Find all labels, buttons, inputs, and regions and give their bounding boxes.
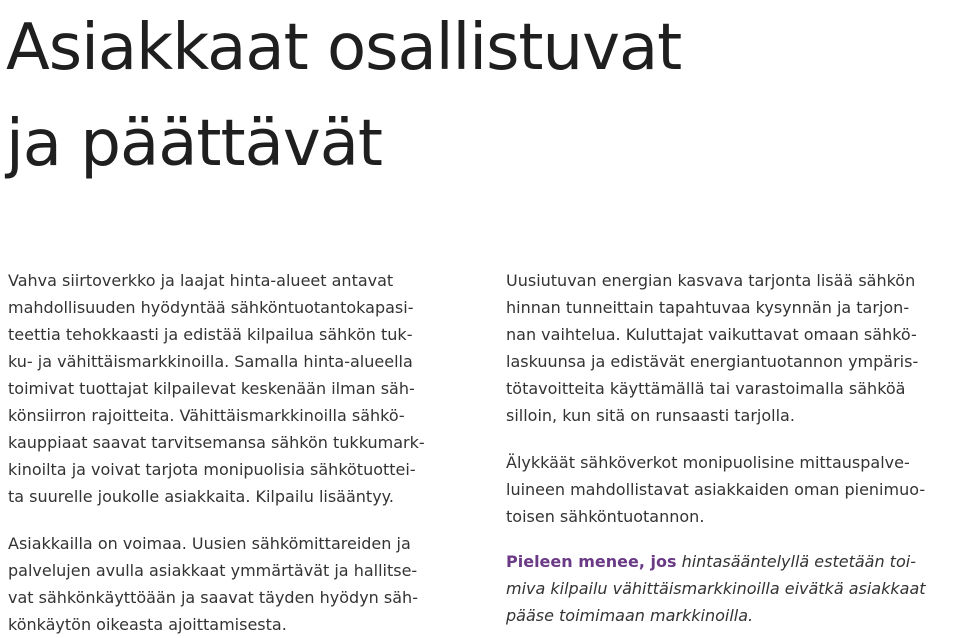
- callout-paragraph: [506, 548, 951, 629]
- text-line: Uusiutuvan energian kasvava tarjonta lisää sähkön: [506, 271, 916, 290]
- text-line: ku- ja vähittäismarkkinoilla. Samalla hinta-alueella: [8, 352, 413, 371]
- text-line: mahdollisuuden hyödyntää sähköntuotantokapasi-: [8, 298, 414, 317]
- left-column: [8, 267, 453, 638]
- right-column: [506, 267, 951, 629]
- text-line: vat sähkönkäyttöään ja saavat täyden hyödyn säh-: [8, 588, 418, 607]
- text-line: Vahva siirtoverkko ja laajat hinta-alueet antavat: [8, 271, 394, 290]
- text-line: könkäytön oikeasta ajoittamisesta.: [8, 615, 287, 634]
- text-line: ta suurelle joukolle asiakkaita. Kilpailu lisääntyy.: [8, 487, 394, 506]
- text-line: kinoilta ja voivat tarjota monipuolisia sähkötuottei-: [8, 460, 416, 479]
- callout-line: miva kilpailu vähittäismarkkinoilla eivätkä asiakkaat: [506, 579, 926, 598]
- right-paragraph-1: [506, 267, 951, 429]
- text-line: toisen sähköntuotannon.: [506, 507, 705, 526]
- callout-lead: Pieleen menee, jos: [506, 552, 677, 571]
- text-line: Asiakkailla on voimaa. Uusien sähkömittareiden ja: [8, 534, 411, 553]
- callout-line: pääse toimimaan markkinoilla.: [506, 606, 754, 625]
- page-title-line-1: Asiakkaat osallistuvat: [6, 11, 682, 85]
- callout-text: hintasääntelyllä estetään toi-: [676, 552, 916, 571]
- text-line: könsiirron rajoitteita. Vähittäismarkkinoilla sähkö-: [8, 406, 405, 425]
- left-paragraph-1: [8, 267, 453, 510]
- text-line: tötavoitteita käyttämällä tai varastoimalla sähköä: [506, 379, 906, 398]
- text-line: silloin, kun sitä on runsaasti tarjolla.: [506, 406, 795, 425]
- page-title-line-2: ja päättävät: [6, 107, 382, 181]
- text-line: kauppiaat saavat tarvitsemansa sähkön tukkumark-: [8, 433, 425, 452]
- text-line: toimivat tuottajat kilpailevat keskenään ilman säh-: [8, 379, 415, 398]
- text-line: palvelujen avulla asiakkaat ymmärtävät ja hallitse-: [8, 561, 418, 580]
- text-line: laskuunsa ja edistävät energiantuotannon ympäris-: [506, 352, 919, 371]
- text-line: hinnan tunneittain tapahtuvaa kysynnän ja tarjon-: [506, 298, 910, 317]
- text-line: luineen mahdollistavat asiakkaiden oman pienimuo-: [506, 480, 926, 499]
- text-line: teettia tehokkaasti ja edistää kilpailua sähkön tuk-: [8, 325, 413, 344]
- left-paragraph-2: [8, 530, 453, 638]
- right-paragraph-2: [506, 449, 951, 530]
- callout-line: [506, 548, 951, 575]
- page-title: [6, 0, 681, 192]
- text-line: nan vaihtelua. Kuluttajat vaikuttavat omaan sähkö-: [506, 325, 917, 344]
- text-line: Älykkäät sähköverkot monipuolisine mittauspalve-: [506, 453, 910, 472]
